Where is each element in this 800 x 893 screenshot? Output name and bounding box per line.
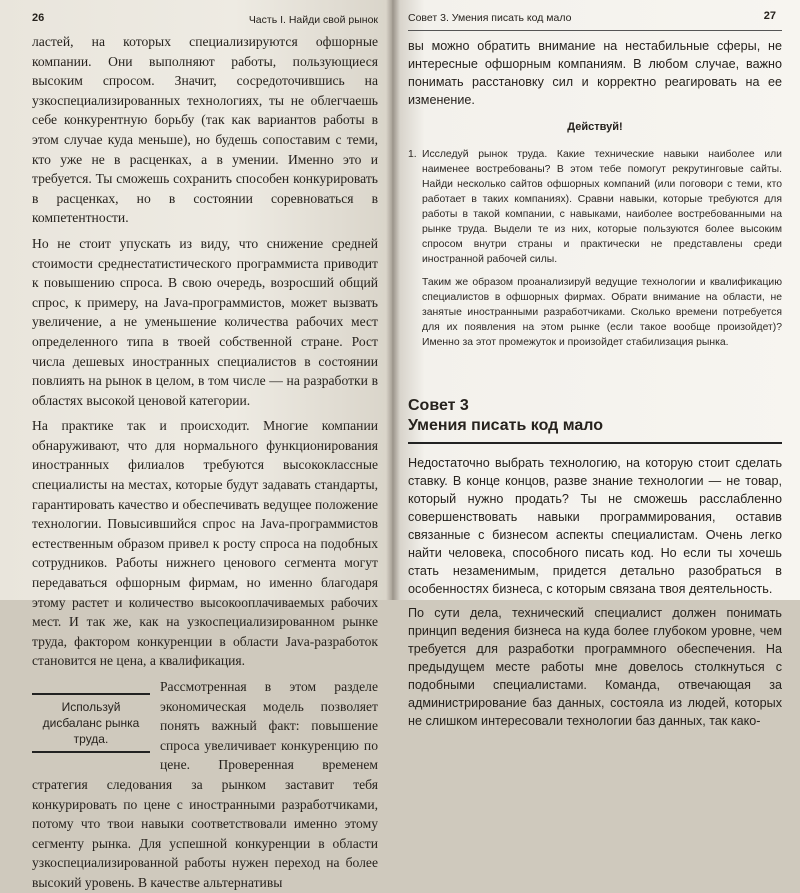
right-running-head [408,6,782,30]
margin-note [32,689,150,757]
task-note: Таким же образом проанализируй ведущие технологии и квалификацию специалистов в офшорных фирмах. Обрати внимание на области, не занятые иностранными разработчиками. Сколько времени потребуется для их появления на этом рынке (если такое вообще произойдет)? Именно за этот промежуток и произойдет стабилизация рынка. [422,277,782,348]
margin-note-rule-top [32,693,150,695]
tip-paragraph-1: Недостаточно выбрать технологию, на которую стоит сделать ставку. В конце концов, разве знание технологии — не товар, который нужно продать? Ты не сможешь расслабленно совершенствовать навыки программирования, оставив связанные с бизнесом аспекты специалистам. Очень легко найти человека, способного писать код. Но если ты хочешь стать незаменимым, придется детально разобраться в особенностях бизнеса, с которым связана твоя деятельность. [408,456,782,596]
tip-paragraph-2: По сути дела, технический специалист должен понимать принцип ведения бизнеса на куда более глубоком уровне, чем требуется для разработки программного обеспечения. На предыдущем месте работы мне довелось столкнуться с подобными специалистами. Команда, отвечающая за администрирование баз данных, состояла из людей, которых не слишком интересовали технологии баз данных, так како- [408,606,782,728]
left-running-head [32,8,378,32]
header-rule [408,30,782,31]
right-page [392,0,800,728]
left-paragraph-2: Но не стоит упускать из виду, что снижение средней стоимости среднестатистического программиста приводит к повышению спроса. В свою очередь, возросший общий спрос, к примеру, на Java-программистов, может вызвать увеличение, а не уменьшение количества рабочих мест определенного типа в твоей собственной стране. Рост числа дешевых иностранных специалистов в состоянии повлиять на рынок в целом, в том числе — на разработки в областях высокой ценовой категории. [32,235,378,408]
left-page-number: 26 [32,12,45,24]
left-paragraph-1: ластей, на которых специализируются офшорные компании. Они выполняют работы, пользующиеся высоким спросом. Значит, сосредоточившись на узкоспециализированных технологиях, ты не облегчаешь себе конкурентную борьбу (так как вариантов работы в этом случае куда меньше), но будешь сопоставим с теми, кто уже не в расценках, а в умении. Именно это и требуется. Ты сможешь сохранить способен конкурировать в расценках, но в состоянии соревноваться в компетентности. [32,34,378,226]
right-intro: вы можно обратить внимание на нестабильные сферы, не интересные офшорным компаниям. В любом случае, важно понимать расстановку сил и корректно реагировать на ее изменение. [408,39,782,107]
left-running-title: Часть I. Найди свой рынок [248,14,378,26]
tip-heading [408,396,782,444]
tip-title: Умения писать код мало [408,417,603,434]
tip-number: Совет 3 [408,397,469,414]
task-item [408,147,782,267]
book-gutter [386,0,400,600]
action-heading: Действуй! [567,121,623,133]
right-body [408,37,782,109]
left-paragraph-3: На практике так и происходит. Многие компании обнаруживают, что для нормального функционирования иностранных филиалов требуются высококлассные специалисты на местах, которые будут задавать стандарты, гарантировать качество и обеспечивать ведущее положение технологии. Повысившийся спрос на Java-программистов естественным образом привел к росту спроса на подобных сотрудников. Работы нижнего ценового сегмента могут передаваться офшорным фирмам, но именно благодаря этому растет и количество высокооплачиваемых рабочих мест. И так же, как на узкоспециализированном рынке труда, фактором конкуренции в области Java-разработок становится не цена, а квалификация. [32,418,378,669]
right-page-number: 27 [763,10,776,22]
tip-rule [408,442,782,444]
left-body [32,32,378,893]
left-page [0,0,392,890]
task-text: Исследуй рынок труда. Какие технические навыки наиболее или наименее востребованы? В этом тебе помогут рекрутинговые сайты. Найди несколько сайтов офшорных компаний (или поговори с теми, кто работает в таких компаниях). Сравни навыки, которые требуются для работы в такой компании, с навыками, наиболее востребованными на рынке труда. Выдели те из них, которые пользуются более высоким спросом внутри страны и практически не представлены среди иностранной рабочей силы. [422,149,782,265]
left-paragraph-4: Рассмотренная в этом разделе экономическая модель позволяет понять важный факт: повышение спроса увеличивает конкуренцию по цене. Проверенная временем стратегия следования за рынком заставит тебя конкурировать по цене с иностранными разработчиками, потому что твои навыки соответствовали именно этому сегменту рынка. Для успешной конкуренции в области узкоспециализированной работы нужен переход на более высокий уровень. В качестве альтернативы [32,679,378,890]
margin-note-rule-bottom [32,751,150,753]
margin-note-text: Используй дисбаланс рынка труда. [42,700,140,746]
task-number: 1. [408,149,417,160]
tip-body [408,454,782,730]
right-running-title: Совет 3. Умения писать код мало [408,12,572,24]
